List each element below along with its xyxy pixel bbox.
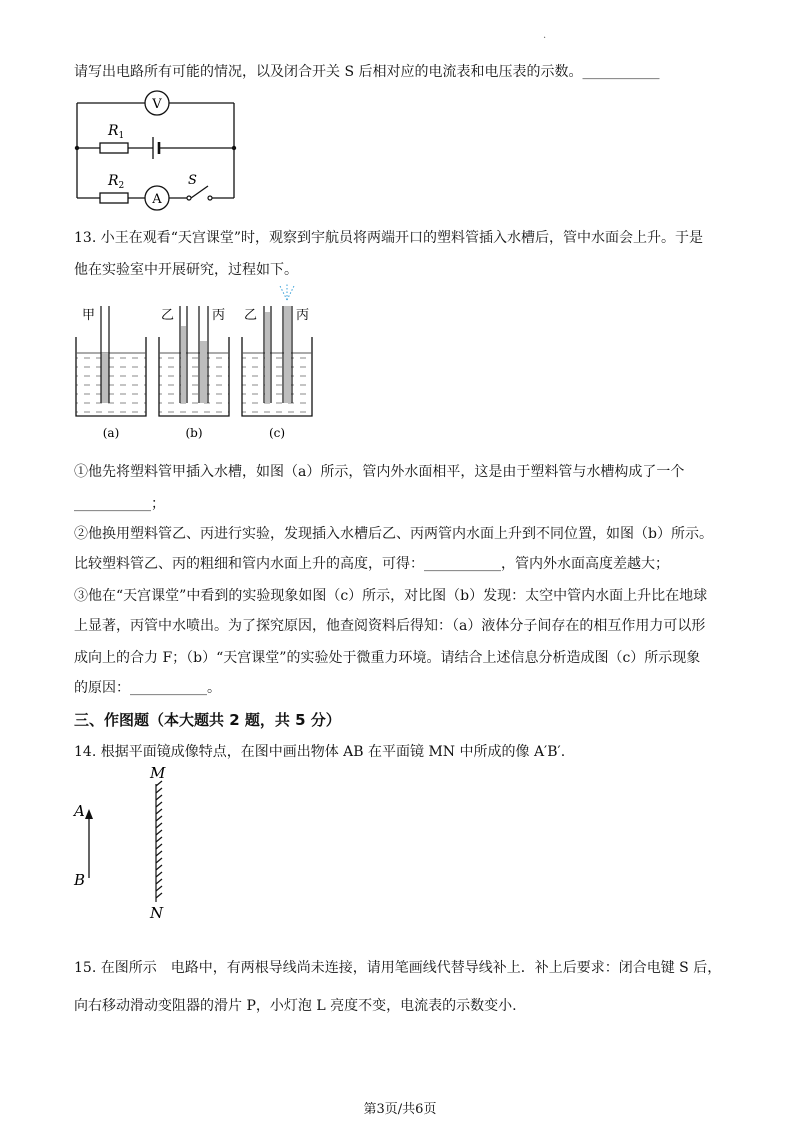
figure-c: [242, 284, 312, 440]
junction-right: [232, 146, 236, 150]
q15-line-1: 15. 在图所示 电路中，有两根导线尚未连接，请用笔画线代替导线补上．补上后要求：闭合电键 S 后，: [74, 960, 722, 976]
junction-left: [75, 146, 79, 150]
q12-circuit-diagram: [70, 90, 250, 210]
q13-part3: ③他在“天宫课堂”中看到的实验现象如图（c）所示，对比图（b）发现：太空中管内水面上升比在地球: [74, 588, 708, 604]
q14-mirror-figure: [70, 762, 190, 922]
corner-mark: .: [543, 30, 547, 41]
q13-part3-cont-1: 上显著，丙管中水喷出。为了探究原因，他查阅资料后得知：（a）液体分子间存在的相互作用力可以形: [74, 618, 706, 634]
figure-b: [159, 306, 229, 440]
q14-question: 14. 根据平面镜成像特点，在图中画出物体 AB 在平面镜 MN 中所成的像 A′B′.: [74, 744, 566, 760]
q13-line-1: 13. 小王在观看“天宫课堂”时，观察到宇航员将两端开口的塑料管插入水槽后，管中水面会上升。于是: [74, 230, 704, 246]
page-footer: 第3页/共6页: [363, 1102, 437, 1117]
caption-a: (a): [102, 426, 120, 440]
switch-label: S: [188, 173, 197, 188]
object-label-b: B: [74, 871, 86, 889]
section-3-title: 三、作图题（本大题共 2 题，共 5 分）: [74, 711, 341, 729]
q13-part1: ①他先将塑料管甲插入水槽，如图（a）所示，管内外水面相平，这是由于塑料管与水槽构成了一个: [74, 464, 685, 480]
caption-c: (c): [268, 426, 286, 440]
tube-yi-label-b: 乙: [161, 308, 175, 323]
q13-part2-cont: 比较塑料管乙、丙的粗细和管内水面上升的高度，可得：___________，管内外水面高度差越大；: [74, 556, 669, 572]
switch-contact-right: [208, 196, 212, 200]
figure-a: [76, 306, 146, 440]
q13-part2: ②他换用塑料管乙、丙进行实验，发现插入水槽后乙、丙两管内水面上升到不同位置，如图（b）所示。: [74, 526, 713, 542]
mirror-label-m: M: [150, 764, 166, 782]
object-label-a: A: [74, 802, 85, 820]
resistor-r2-label: $R_2$: [108, 173, 125, 191]
caption-b: (b): [185, 426, 203, 440]
q13-line-2: 他在实验室中开展研究，过程如下。: [74, 262, 298, 278]
mirror-label-n: N: [150, 904, 164, 922]
tube-jia-label: 甲: [82, 308, 96, 323]
q13-tube-figure: [70, 282, 330, 442]
resistor-r1-label: $R_1$: [108, 123, 125, 141]
object-arrow-ab: [85, 809, 93, 878]
q13-part3-cont-3: 的原因：___________。: [74, 680, 221, 696]
voltmeter-label: V: [152, 97, 162, 112]
tube-bing-label-c: 丙: [296, 308, 310, 323]
tube-yi-label-c: 乙: [244, 308, 258, 323]
ammeter-label: A: [152, 192, 162, 207]
q13-part3-cont-2: 成向上的合力 F；（b）“天宫课堂”的实验处于微重力环境。请结合上述信息分析造成图（c）所示现象: [74, 650, 701, 666]
tube-bing-label-b: 丙: [212, 308, 226, 323]
q13-part1-blank: ___________；: [74, 496, 165, 512]
plane-mirror: [156, 781, 162, 902]
switch-contact-left: [187, 196, 191, 200]
q15-line-2: 向右移动滑动变阻器的滑片 P，小灯泡 L 亮度不变，电流表的示数变小.: [74, 998, 517, 1014]
water-spray-icon: [280, 284, 294, 300]
resistor-r1: [100, 143, 128, 153]
q12-question-tail: 请写出电路所有可能的情况，以及闭合开关 S 后相对应的电流表和电压表的示数。___________: [74, 64, 660, 80]
resistor-r2: [100, 193, 128, 203]
